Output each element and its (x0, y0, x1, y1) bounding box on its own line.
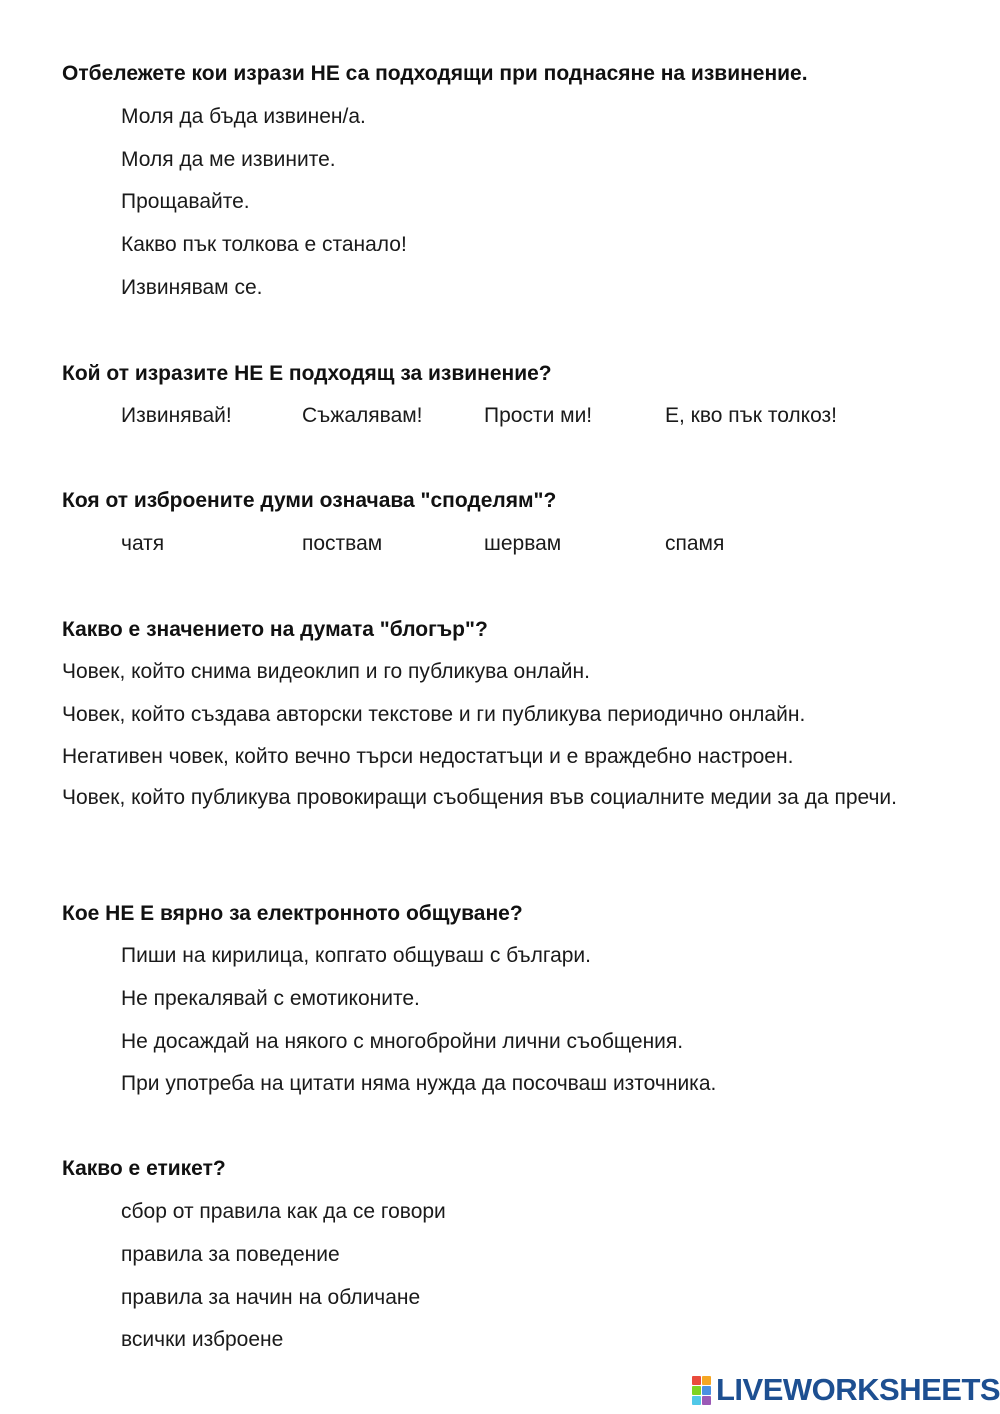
q2-option-1[interactable]: Извинявай! (121, 404, 232, 427)
question-4: Какво е значението на думата "блогър"? (62, 618, 488, 641)
q4-option-3[interactable]: Негативен човек, който вечно търси недостатъци и е враждебно настроен. (62, 745, 794, 768)
q2-option-3[interactable]: Прости ми! (484, 404, 593, 427)
logo-block (692, 1396, 701, 1405)
q3-option-1[interactable]: чатя (121, 532, 165, 555)
q1-option-4[interactable]: Какво пък толкова е станало! (121, 233, 407, 256)
q6-option-2[interactable]: правила за поведение (121, 1243, 340, 1266)
question-5: Кое НЕ Е вярно за електронното общуване? (62, 902, 523, 925)
question-2: Кой от изразите НЕ Е подходящ за извинение? (62, 362, 552, 385)
logo-block (692, 1376, 701, 1385)
q2-option-4[interactable]: Е, кво пък толкоз! (665, 404, 837, 427)
logo-block (702, 1386, 711, 1395)
q2-option-2[interactable]: Съжалявам! (302, 404, 423, 427)
q3-option-4[interactable]: спамя (665, 532, 725, 555)
logo-block (702, 1376, 711, 1385)
q1-option-1[interactable]: Моля да бъда извинен/а. (121, 105, 366, 128)
q4-option-4[interactable]: Човек, който публикува провокиращи съобщения във социалните медии за да пречи. (62, 786, 897, 809)
liveworksheets-logo (692, 1374, 1000, 1406)
logo-block (702, 1396, 711, 1405)
q6-option-3[interactable]: правила за начин на обличане (121, 1286, 421, 1309)
logo-block (692, 1386, 701, 1395)
logo-mark-icon (692, 1376, 712, 1404)
question-3: Коя от изброените думи означава "споделям"? (62, 489, 557, 512)
logo-text: LIVEWORKSHEETS (716, 1372, 1000, 1407)
question-1: Отбележете кои изрази НЕ са подходящи при поднасяне на извинение. (62, 62, 808, 85)
q3-option-3[interactable]: шервам (484, 532, 562, 555)
q5-option-3[interactable]: Не досаждай на някого с многобройни лични съобщения. (121, 1030, 684, 1053)
q1-option-3[interactable]: Прощавайте. (121, 190, 250, 213)
q5-option-2[interactable]: Не прекалявай с емотиконите. (121, 987, 420, 1010)
q6-option-4[interactable]: всички изброене (121, 1328, 284, 1351)
q4-option-2[interactable]: Човек, който създава авторски текстове и ги публикува периодично онлайн. (62, 703, 806, 726)
q5-option-4[interactable]: При употреба на цитати няма нужда да посочваш източника. (121, 1072, 717, 1095)
q1-option-2[interactable]: Моля да ме извините. (121, 148, 336, 171)
q4-option-1[interactable]: Човек, който снима видеоклип и го публикува онлайн. (62, 660, 590, 683)
q1-option-5[interactable]: Извинявам се. (121, 276, 263, 299)
question-6: Какво е етикет? (62, 1157, 226, 1180)
q3-option-2[interactable]: поствам (302, 532, 383, 555)
q5-option-1[interactable]: Пиши на кирилица, копгато общуваш с българи. (121, 944, 591, 967)
q6-option-1[interactable]: сбор от правила как да се говори (121, 1200, 446, 1223)
